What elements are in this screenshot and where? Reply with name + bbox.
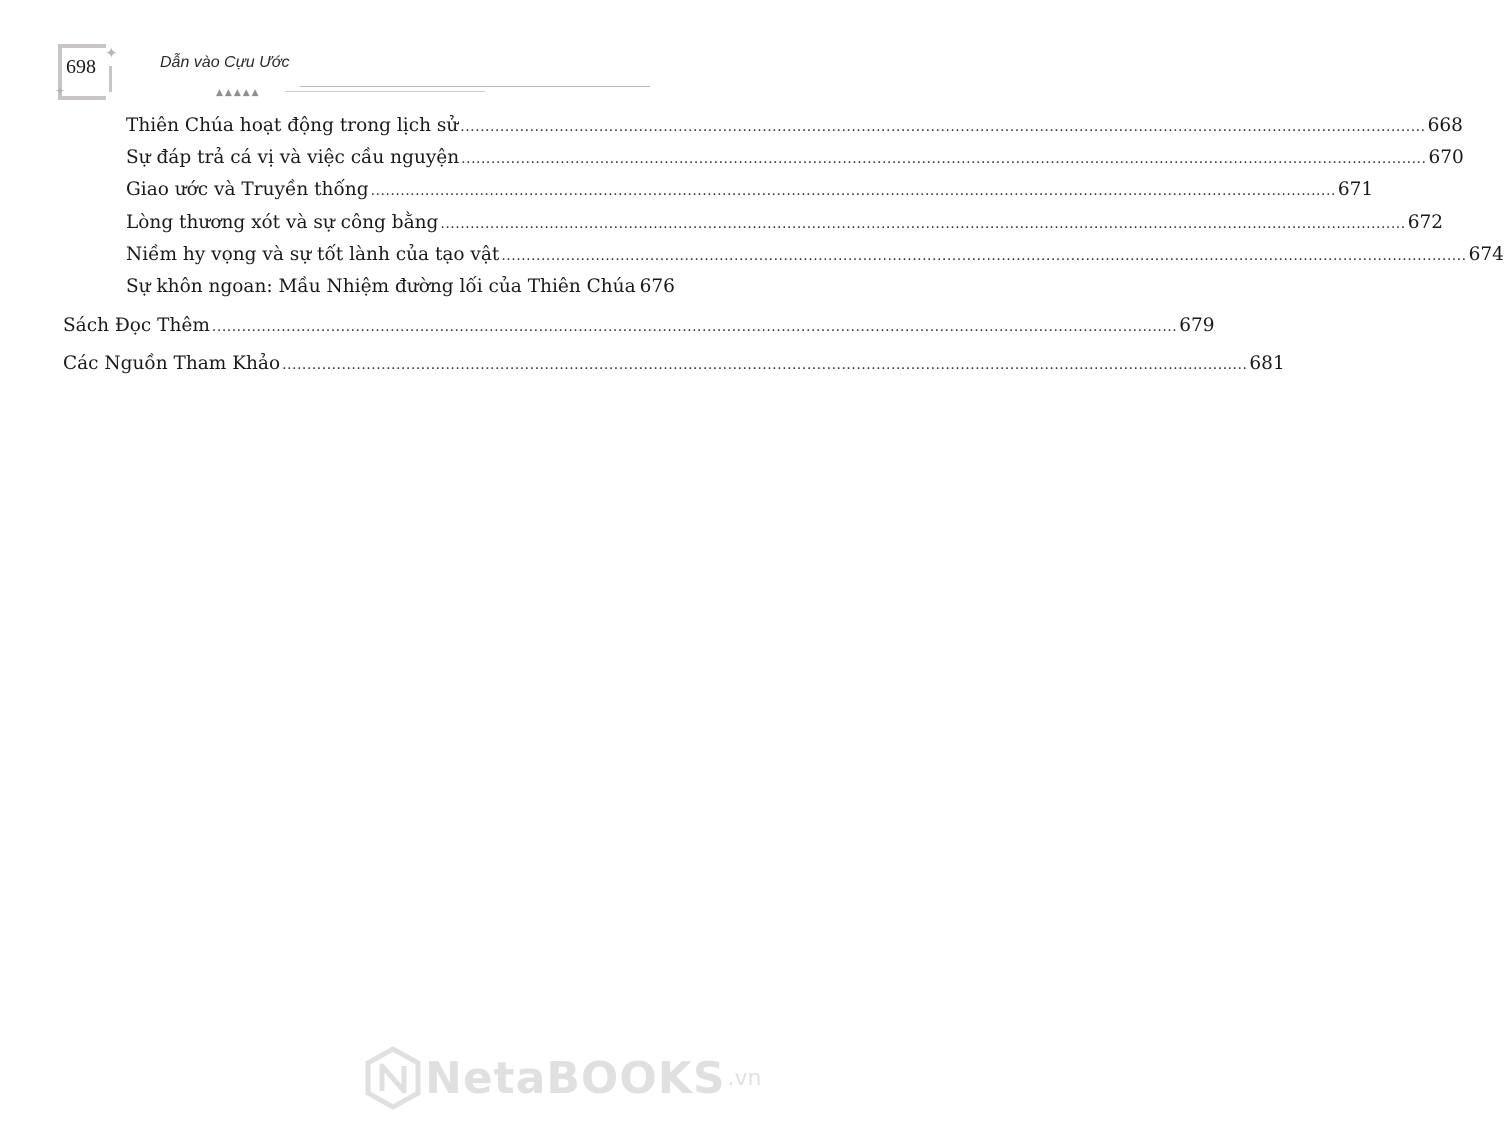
sparkle-icon: ✦ — [55, 84, 66, 98]
toc-entry — [126, 240, 1504, 271]
page-number: 698 — [66, 56, 96, 78]
running-title: Dẫn vào Cựu Ước — [160, 54, 290, 71]
sparkle-icon: ✦ — [105, 44, 118, 62]
toc-entry — [63, 311, 1215, 342]
toc-entry — [126, 175, 1374, 206]
toc-dot-leader — [212, 312, 1177, 342]
toc-entry-page: 676 — [639, 276, 675, 297]
toc-entry-title: Giao ước và Truyền thống — [126, 179, 369, 200]
toc-dot-leader — [501, 241, 1466, 271]
toc-entry-title: Sự đáp trả cá vị và việc cầu nguyện — [126, 147, 460, 168]
header-rule — [300, 86, 650, 87]
toc-entry-page: 670 — [1428, 147, 1464, 168]
toc-entry — [126, 208, 1444, 239]
watermark-brand: NetaBOOKS — [425, 1052, 726, 1104]
toc-entry-title: Sự khôn ngoan: Mầu Nhiệm đường lối của Thiên Chúa — [126, 276, 636, 297]
toc-entry-page: 671 — [1337, 179, 1374, 200]
watermark — [365, 1047, 762, 1109]
toc-entry-page: 668 — [1427, 115, 1463, 136]
toc-entry-page: 679 — [1179, 315, 1215, 336]
watermark-domain: .vn — [727, 1065, 762, 1091]
toc-entry-page: 681 — [1249, 353, 1285, 374]
toc-entry-page: 674 — [1468, 244, 1504, 265]
toc-entry-title: Sách Đọc Thêm — [63, 315, 210, 336]
netabooks-logo-icon — [365, 1047, 421, 1109]
triangle-ornament-icon: ▲▲▲▲▲ — [216, 88, 261, 98]
header-rule-accent — [285, 91, 485, 92]
toc-entry — [126, 111, 1463, 142]
toc-entry — [126, 143, 1464, 174]
toc-dot-leader — [461, 144, 1426, 174]
toc-dot-leader — [282, 350, 1247, 380]
toc-dot-leader — [440, 209, 1405, 239]
page-header — [0, 0, 700, 110]
toc-entry-title: Thiên Chúa hoạt động trong lịch sử — [126, 115, 459, 136]
toc-entry-page: 672 — [1407, 212, 1444, 233]
toc-entry-title: Niềm hy vọng và sự tốt lành của tạo vật — [126, 244, 500, 265]
toc-dot-leader — [460, 112, 1425, 142]
toc-entry — [63, 349, 1285, 380]
toc-dot-leader — [371, 176, 1336, 206]
toc-entry-title: Các Nguồn Tham Khảo — [63, 353, 281, 374]
toc-entry-title: Lòng thương xót và sự công bằng — [126, 212, 439, 233]
toc-entry — [126, 272, 675, 303]
